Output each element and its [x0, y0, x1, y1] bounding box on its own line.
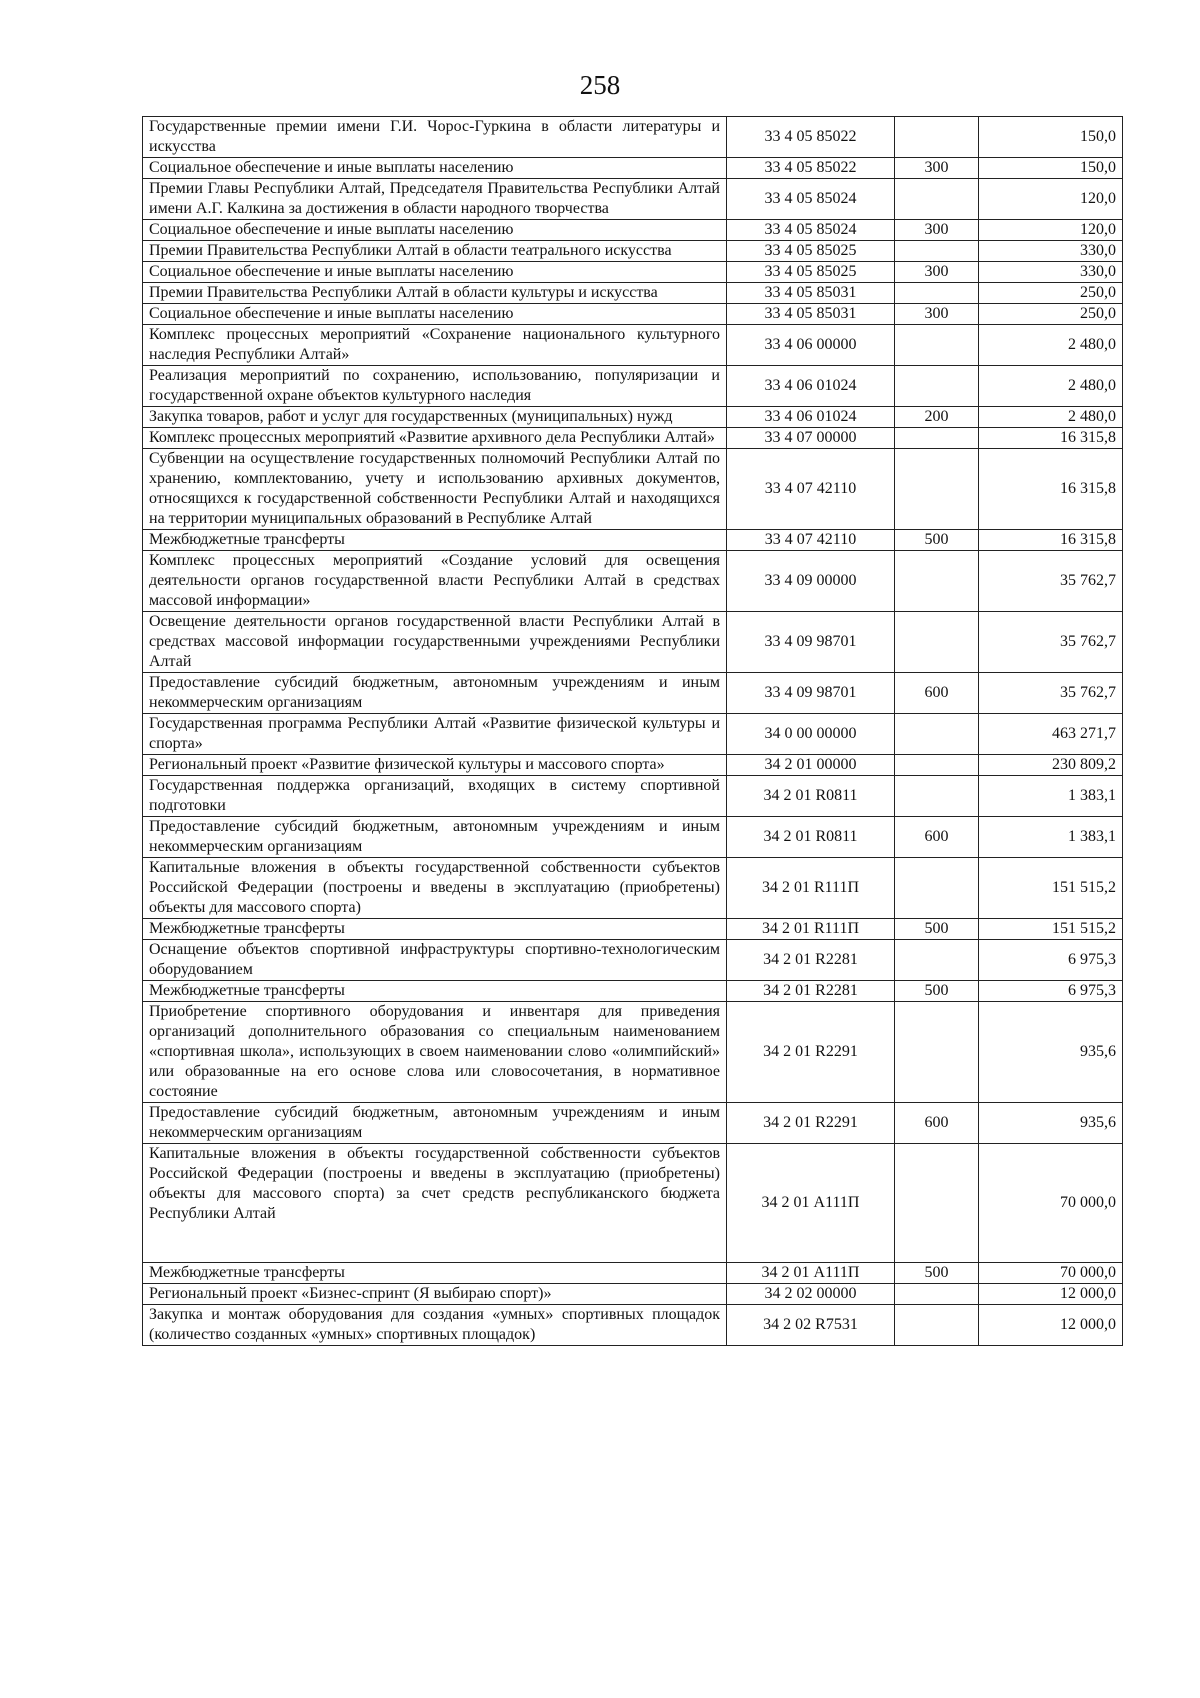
- row-amount-cell: 150,0: [979, 117, 1123, 158]
- table-row: [143, 158, 1123, 179]
- row-amount-cell: 35 762,7: [979, 612, 1123, 673]
- row-code-cell: 33 4 09 98701: [727, 673, 895, 714]
- table-row: [143, 304, 1123, 325]
- row-code-cell: 33 4 06 01024: [727, 407, 895, 428]
- table-row: [143, 1103, 1123, 1144]
- row-code-cell: 33 4 05 85022: [727, 158, 895, 179]
- row-amount-cell: 16 315,8: [979, 449, 1123, 530]
- row-type-cell: [895, 1144, 979, 1263]
- table-row: [143, 858, 1123, 919]
- table-row: [143, 755, 1123, 776]
- row-name-cell: Комплекс процессных мероприятий «Сохранение национального культурного наследия Республики Алтай»: [143, 325, 727, 366]
- row-type-cell: 500: [895, 530, 979, 551]
- row-code-cell: 33 4 09 00000: [727, 551, 895, 612]
- budget-table-body: [143, 117, 1123, 1346]
- row-amount-cell: 12 000,0: [979, 1284, 1123, 1305]
- row-type-cell: [895, 940, 979, 981]
- row-amount-cell: 151 515,2: [979, 919, 1123, 940]
- row-amount-cell: 250,0: [979, 304, 1123, 325]
- row-amount-cell: 230 809,2: [979, 755, 1123, 776]
- row-name-cell: Межбюджетные трансферты: [143, 1263, 727, 1284]
- row-type-cell: [895, 612, 979, 673]
- row-amount-cell: 463 271,7: [979, 714, 1123, 755]
- row-type-cell: 300: [895, 220, 979, 241]
- row-name-cell: Освещение деятельности органов государственной власти Республики Алтай в средствах массовой информации государственными учреждениями Республики Алтай: [143, 612, 727, 673]
- table-row: [143, 1144, 1123, 1263]
- row-code-cell: 33 4 05 85031: [727, 283, 895, 304]
- row-type-cell: [895, 117, 979, 158]
- row-amount-cell: 1 383,1: [979, 817, 1123, 858]
- row-amount-cell: 16 315,8: [979, 530, 1123, 551]
- row-amount-cell: 16 315,8: [979, 428, 1123, 449]
- row-type-cell: [895, 1305, 979, 1346]
- table-row: [143, 1305, 1123, 1346]
- row-name-cell: Реализация мероприятий по сохранению, использованию, популяризации и государственной охране объектов культурного наследия: [143, 366, 727, 407]
- row-name-cell: Комплекс процессных мероприятий «Развитие архивного дела Республики Алтай»: [143, 428, 727, 449]
- table-row: [143, 449, 1123, 530]
- table-row: [143, 325, 1123, 366]
- row-code-cell: 34 2 01 R2281: [727, 940, 895, 981]
- row-type-cell: [895, 1284, 979, 1305]
- row-name-cell: Предоставление субсидий бюджетным, автономным учреждениям и иным некоммерческим организациям: [143, 673, 727, 714]
- row-type-cell: [895, 449, 979, 530]
- row-amount-cell: 330,0: [979, 262, 1123, 283]
- row-amount-cell: 12 000,0: [979, 1305, 1123, 1346]
- row-code-cell: 33 4 06 00000: [727, 325, 895, 366]
- row-amount-cell: 70 000,0: [979, 1263, 1123, 1284]
- row-type-cell: [895, 283, 979, 304]
- table-row: [143, 817, 1123, 858]
- table-row: [143, 530, 1123, 551]
- row-name-cell: Социальное обеспечение и иные выплаты населению: [143, 304, 727, 325]
- row-name-cell: Премии Главы Республики Алтай, Председателя Правительства Республики Алтай имени А.Г. Калкина за достижения в области народного творчества: [143, 179, 727, 220]
- table-row: [143, 1263, 1123, 1284]
- table-row: [143, 262, 1123, 283]
- row-code-cell: 34 2 01 R2291: [727, 1103, 895, 1144]
- table-row: [143, 1284, 1123, 1305]
- row-name-cell: Социальное обеспечение и иные выплаты населению: [143, 262, 727, 283]
- row-code-cell: 33 4 05 85024: [727, 179, 895, 220]
- table-row: [143, 776, 1123, 817]
- row-type-cell: 300: [895, 304, 979, 325]
- row-amount-cell: 1 383,1: [979, 776, 1123, 817]
- row-code-cell: 33 4 07 00000: [727, 428, 895, 449]
- row-amount-cell: 6 975,3: [979, 940, 1123, 981]
- row-code-cell: 33 4 06 01024: [727, 366, 895, 407]
- row-code-cell: 34 2 02 00000: [727, 1284, 895, 1305]
- row-type-cell: [895, 179, 979, 220]
- row-name-cell: Государственные премии имени Г.И. Чорос-Гуркина в области литературы и искусства: [143, 117, 727, 158]
- row-name-cell: Капитальные вложения в объекты государственной собственности субъектов Российской Федерации (построены и введены в эксплуатацию (приобретены) объекты для массового спорта): [143, 858, 727, 919]
- row-name-cell: Межбюджетные трансферты: [143, 981, 727, 1002]
- row-type-cell: [895, 428, 979, 449]
- row-name-cell: Региональный проект «Развитие физической культуры и массового спорта»: [143, 755, 727, 776]
- row-name-cell: Премии Правительства Республики Алтай в области культуры и искусства: [143, 283, 727, 304]
- table-row: [143, 428, 1123, 449]
- row-code-cell: 34 2 01 R0811: [727, 776, 895, 817]
- row-code-cell: 34 2 01 00000: [727, 755, 895, 776]
- row-name-cell: Предоставление субсидий бюджетным, автономным учреждениям и иным некоммерческим организациям: [143, 817, 727, 858]
- row-name-cell: Межбюджетные трансферты: [143, 919, 727, 940]
- table-row: [143, 919, 1123, 940]
- row-type-cell: [895, 776, 979, 817]
- row-amount-cell: 35 762,7: [979, 551, 1123, 612]
- row-code-cell: 33 4 07 42110: [727, 449, 895, 530]
- row-name-cell: Оснащение объектов спортивной инфраструктуры спортивно-технологическим оборудованием: [143, 940, 727, 981]
- row-name-cell: Приобретение спортивного оборудования и инвентаря для приведения организаций дополнительного образования со специальным наименованием «спортивная школа», использующих в своем наименовании слово «олимпийский» или образованные на его основе слова или словосочетания, в нормативное состояние: [143, 1002, 727, 1103]
- table-row: [143, 179, 1123, 220]
- row-type-cell: [895, 551, 979, 612]
- row-type-cell: [895, 366, 979, 407]
- row-code-cell: 34 2 01 R2281: [727, 981, 895, 1002]
- row-code-cell: 33 4 05 85025: [727, 241, 895, 262]
- row-name-cell: Субвенции на осуществление государственных полномочий Республики Алтай по хранению, комплектованию, учету и использованию архивных документов, относящихся к государственной собственности Республики Алтай и находящихся на территории муниципальных образований в Республике Алтай: [143, 449, 727, 530]
- table-row: [143, 407, 1123, 428]
- row-name-cell: Социальное обеспечение и иные выплаты населению: [143, 158, 727, 179]
- page-number: 258: [579, 70, 621, 100]
- row-type-cell: 300: [895, 158, 979, 179]
- row-code-cell: 34 2 01 А111П: [727, 1263, 895, 1284]
- table-row: [143, 241, 1123, 262]
- row-type-cell: 600: [895, 1103, 979, 1144]
- row-amount-cell: 120,0: [979, 220, 1123, 241]
- row-code-cell: 34 2 01 А111П: [727, 1144, 895, 1263]
- row-amount-cell: 250,0: [979, 283, 1123, 304]
- row-code-cell: 34 2 01 R2291: [727, 1002, 895, 1103]
- row-type-cell: [895, 1002, 979, 1103]
- row-code-cell: 33 4 05 85031: [727, 304, 895, 325]
- row-type-cell: 600: [895, 673, 979, 714]
- row-code-cell: 33 4 05 85022: [727, 117, 895, 158]
- row-type-cell: 600: [895, 817, 979, 858]
- table-row: [143, 366, 1123, 407]
- table-row: [143, 551, 1123, 612]
- row-name-cell: Региональный проект «Бизнес-спринт (Я выбираю спорт)»: [143, 1284, 727, 1305]
- row-type-cell: 300: [895, 262, 979, 283]
- row-code-cell: 34 2 01 R111П: [727, 858, 895, 919]
- row-code-cell: 33 4 07 42110: [727, 530, 895, 551]
- row-code-cell: 34 2 01 R0811: [727, 817, 895, 858]
- row-type-cell: 500: [895, 1263, 979, 1284]
- row-name-cell: Комплекс процессных мероприятий «Создание условий для освещения деятельности органов государственной власти Республики Алтай в средствах массовой информации»: [143, 551, 727, 612]
- row-amount-cell: 120,0: [979, 179, 1123, 220]
- row-name-cell: Капитальные вложения в объекты государственной собственности субъектов Российской Федерации (построены и введены в эксплуатацию (приобретены) объекты для массового спорта) за счет средств республиканского бюджета Республики Алтай: [143, 1144, 727, 1263]
- row-name-cell: Закупка товаров, работ и услуг для государственных (муниципальных) нужд: [143, 407, 727, 428]
- row-code-cell: 33 4 05 85024: [727, 220, 895, 241]
- row-name-cell: Государственная программа Республики Алтай «Развитие физической культуры и спорта»: [143, 714, 727, 755]
- row-amount-cell: 35 762,7: [979, 673, 1123, 714]
- row-code-cell: 34 2 02 R7531: [727, 1305, 895, 1346]
- budget-table: [142, 116, 1123, 1346]
- table-row: [143, 612, 1123, 673]
- row-code-cell: 34 0 00 00000: [727, 714, 895, 755]
- row-type-cell: [895, 241, 979, 262]
- table-row: [143, 714, 1123, 755]
- table-row: [143, 673, 1123, 714]
- table-row: [143, 220, 1123, 241]
- row-name-cell: Государственная поддержка организаций, входящих в систему спортивной подготовки: [143, 776, 727, 817]
- row-type-cell: [895, 755, 979, 776]
- row-amount-cell: 2 480,0: [979, 407, 1123, 428]
- row-type-cell: [895, 858, 979, 919]
- row-type-cell: 500: [895, 919, 979, 940]
- row-amount-cell: 6 975,3: [979, 981, 1123, 1002]
- row-amount-cell: 935,6: [979, 1103, 1123, 1144]
- table-row: [143, 117, 1123, 158]
- row-type-cell: [895, 714, 979, 755]
- row-name-cell: Межбюджетные трансферты: [143, 530, 727, 551]
- row-code-cell: 33 4 09 98701: [727, 612, 895, 673]
- row-name-cell: Премии Правительства Республики Алтай в области театрального искусства: [143, 241, 727, 262]
- row-amount-cell: 2 480,0: [979, 366, 1123, 407]
- row-amount-cell: 151 515,2: [979, 858, 1123, 919]
- table-row: [143, 981, 1123, 1002]
- row-name-cell: Предоставление субсидий бюджетным, автономным учреждениям и иным некоммерческим организациям: [143, 1103, 727, 1144]
- table-row: [143, 283, 1123, 304]
- row-type-cell: 500: [895, 981, 979, 1002]
- row-code-cell: 34 2 01 R111П: [727, 919, 895, 940]
- row-amount-cell: 935,6: [979, 1002, 1123, 1103]
- row-amount-cell: 150,0: [979, 158, 1123, 179]
- row-amount-cell: 2 480,0: [979, 325, 1123, 366]
- row-code-cell: 33 4 05 85025: [727, 262, 895, 283]
- row-amount-cell: 330,0: [979, 241, 1123, 262]
- row-type-cell: [895, 325, 979, 366]
- row-name-cell: Социальное обеспечение и иные выплаты населению: [143, 220, 727, 241]
- row-amount-cell: 70 000,0: [979, 1144, 1123, 1263]
- row-type-cell: 200: [895, 407, 979, 428]
- table-row: [143, 940, 1123, 981]
- row-name-cell: Закупка и монтаж оборудования для создания «умных» спортивных площадок (количество созданных «умных» спортивных площадок): [143, 1305, 727, 1346]
- table-row: [143, 1002, 1123, 1103]
